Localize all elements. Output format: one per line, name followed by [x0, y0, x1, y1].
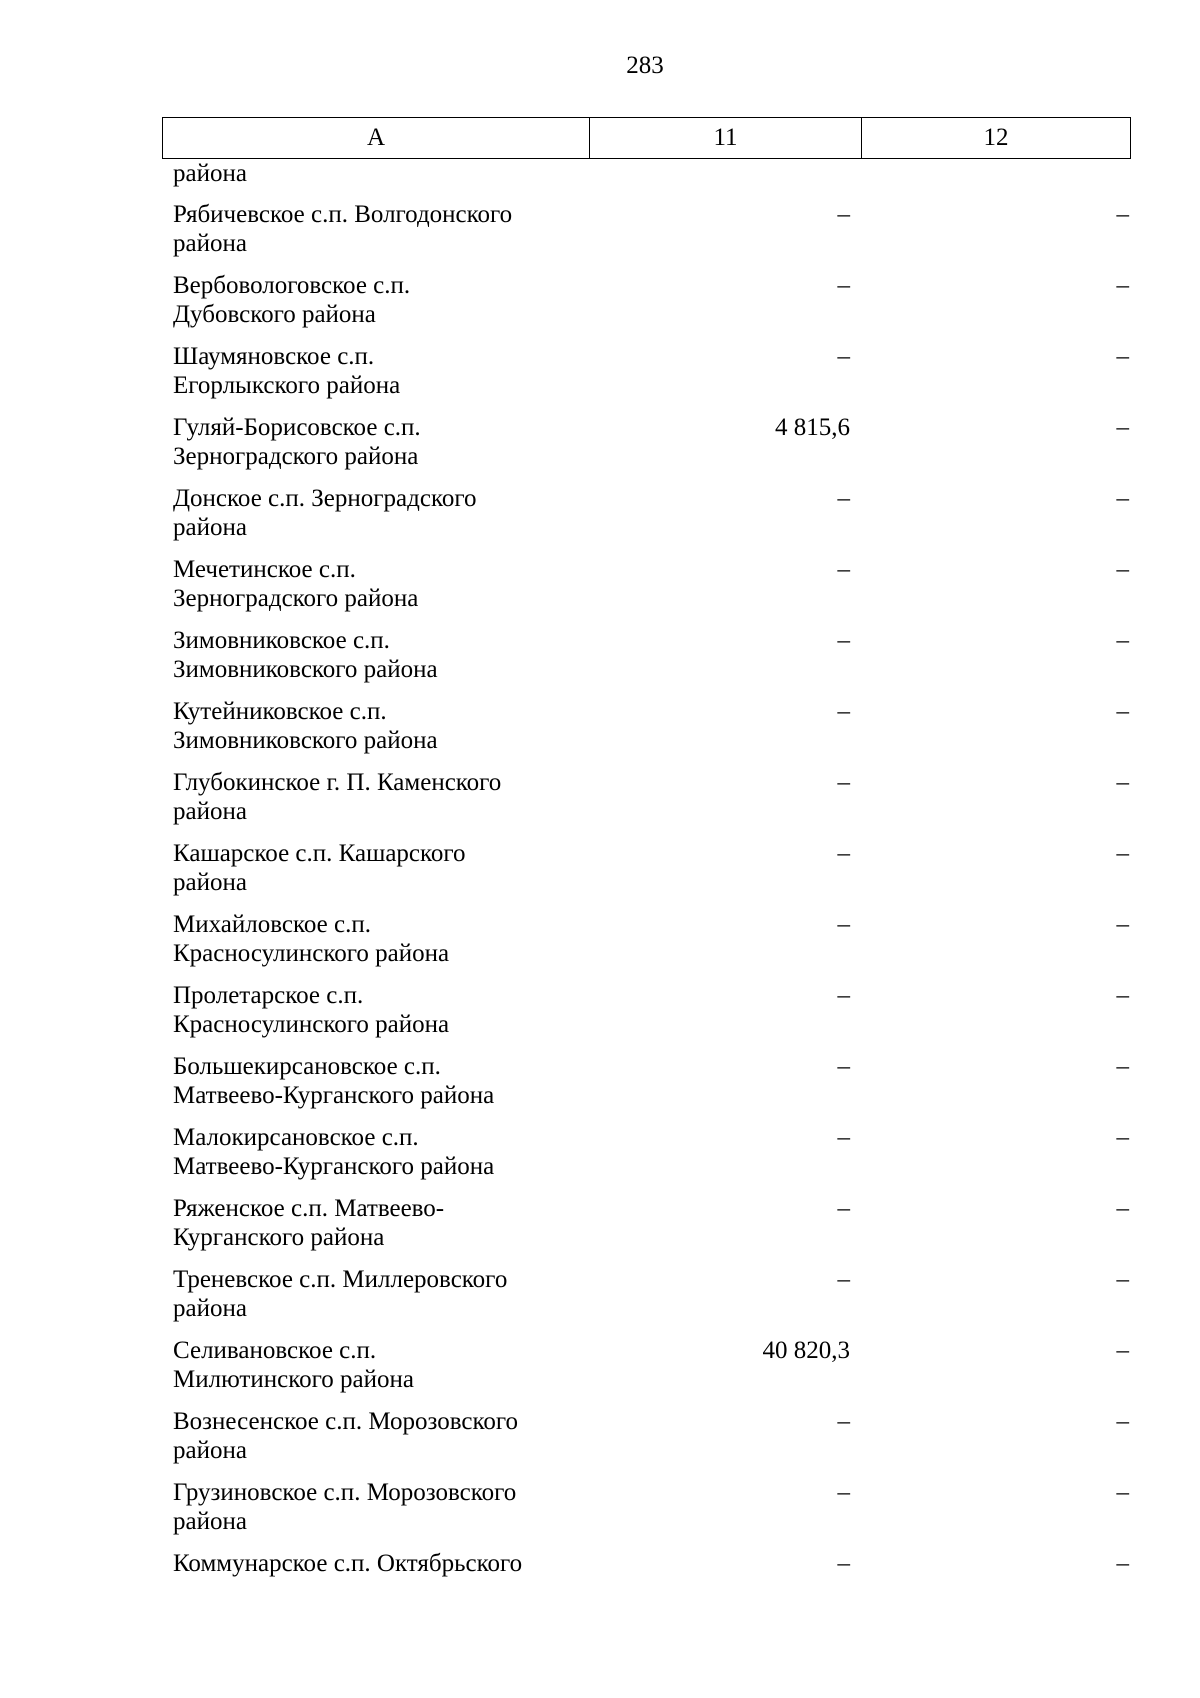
row-name: Малокирсановское с.п. Матвеево-Курганского района — [173, 1124, 495, 1180]
table-row — [162, 413, 1131, 484]
row-value-12: – — [1116, 1266, 1129, 1293]
row-name: Шаумяновское с.п. Егорлыкского района — [173, 343, 401, 399]
table-row — [162, 1123, 1131, 1194]
table-row — [162, 1549, 1131, 1620]
row-value-12: – — [1116, 1124, 1129, 1151]
row-value-12: – — [1116, 1408, 1129, 1435]
row-value-12: – — [1116, 769, 1129, 796]
row-value-11: – — [837, 1124, 850, 1151]
row-name: Рябичевское с.п. Волгодонского района — [173, 201, 513, 257]
table-header — [162, 117, 1131, 159]
row-name: Кашарское с.п. Кашарского района — [173, 840, 466, 896]
row-value-11: – — [837, 1053, 850, 1080]
row-value-11: – — [837, 627, 850, 654]
row-value-12: – — [1116, 485, 1129, 512]
row-value-12: – — [1116, 982, 1129, 1009]
table-row — [162, 1336, 1131, 1407]
row-name: Мечетинское с.п. Зерноградского района — [173, 556, 419, 612]
row-value-11: – — [837, 272, 850, 299]
row-value-11: – — [837, 556, 850, 583]
table-row — [162, 981, 1131, 1052]
table-row — [162, 1052, 1131, 1123]
table-row — [162, 626, 1131, 697]
row-value-11: – — [837, 1266, 850, 1293]
row-value-12: – — [1116, 698, 1129, 725]
row-value-11: – — [837, 1550, 850, 1577]
row-value-11: – — [837, 201, 850, 228]
row-value-11: – — [837, 769, 850, 796]
row-name: Вознесенское с.п. Морозовского района — [173, 1408, 518, 1464]
row-value-12: – — [1116, 201, 1129, 228]
table-row — [162, 910, 1131, 981]
row-value-12: – — [1116, 1479, 1129, 1506]
row-name: Гуляй-Борисовское с.п. Зерноградского района — [173, 414, 421, 470]
row-name: Донское с.п. Зерноградского района — [173, 485, 477, 541]
header-cell-a: А — [163, 118, 590, 158]
table-row — [162, 1194, 1131, 1265]
row-name: Грузиновское с.п. Морозовского района — [173, 1479, 517, 1535]
row-value-12: – — [1116, 1195, 1129, 1222]
table-body — [162, 200, 1131, 1620]
table-row — [162, 768, 1131, 839]
table-row — [162, 484, 1131, 555]
row-name: Вербовологовское с.п. Дубовского района — [173, 272, 411, 328]
row-value-12: – — [1116, 1053, 1129, 1080]
row-value-12: – — [1116, 840, 1129, 867]
row-value-12: – — [1116, 627, 1129, 654]
row-value-11: 4 815,6 — [775, 414, 850, 441]
row-name: Михайловское с.п. Красносулинского района — [173, 911, 450, 967]
row-name: Зимовниковское с.п. Зимовниковского района — [173, 627, 438, 683]
continued-row-text: района — [173, 160, 247, 187]
page-number: 283 — [626, 52, 664, 79]
table-row — [162, 1265, 1131, 1336]
row-value-12: – — [1116, 343, 1129, 370]
row-value-11: – — [837, 982, 850, 1009]
row-value-12: – — [1116, 556, 1129, 583]
row-value-12: – — [1116, 414, 1129, 441]
row-value-11: – — [837, 343, 850, 370]
table-row — [162, 1407, 1131, 1478]
row-value-11: – — [837, 485, 850, 512]
row-value-12: – — [1116, 1337, 1129, 1364]
row-value-11: – — [837, 1408, 850, 1435]
row-value-12: – — [1116, 911, 1129, 938]
header-cell-12: 12 — [983, 124, 1009, 151]
table-row — [162, 271, 1131, 342]
table-row — [162, 200, 1131, 271]
table-row — [162, 697, 1131, 768]
row-name: Коммунарское с.п. Октябрьского — [173, 1550, 523, 1577]
row-value-11: – — [837, 1195, 850, 1222]
row-name: Кутейниковское с.п. Зимовниковского района — [173, 698, 438, 754]
table-row — [162, 555, 1131, 626]
row-value-11: 40 820,3 — [762, 1337, 850, 1364]
header-cell-11: 11 — [590, 118, 862, 158]
row-value-11: – — [837, 698, 850, 725]
row-value-11: – — [837, 840, 850, 867]
row-name: Пролетарское с.п. Красносулинского района — [173, 982, 450, 1038]
row-value-11: – — [837, 1479, 850, 1506]
row-name: Глубокинское г. П. Каменского района — [173, 769, 502, 825]
table-row — [162, 839, 1131, 910]
table-row — [162, 342, 1131, 413]
row-value-12: – — [1116, 272, 1129, 299]
row-value-11: – — [837, 911, 850, 938]
row-name: Треневское с.п. Миллеровского района — [173, 1266, 508, 1322]
row-value-12: – — [1116, 1550, 1129, 1577]
row-name: Селивановское с.п. Милютинского района — [173, 1337, 414, 1393]
row-name: Ряженское с.п. Матвеево- Курганского района — [173, 1195, 445, 1251]
row-name: Большекирсановское с.п. Матвеево-Курганского района — [173, 1053, 495, 1109]
table-row — [162, 1478, 1131, 1549]
